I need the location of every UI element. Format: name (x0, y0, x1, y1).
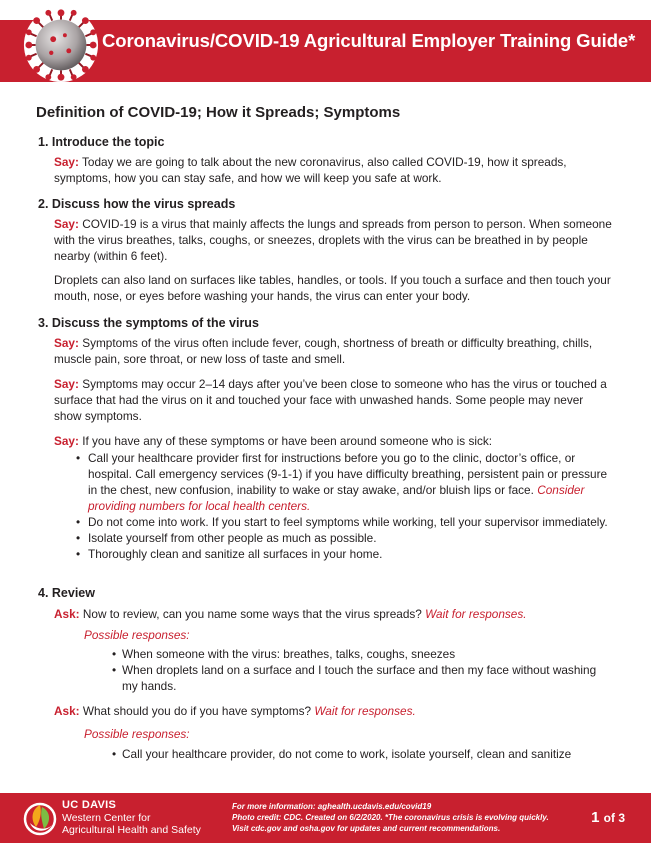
section-3-paragraph-3 (54, 433, 614, 449)
list-item: • When droplets land on a surface and I touch the surface and then my face without washing my hands. (112, 662, 602, 694)
footer-bar (0, 793, 651, 843)
list-item: • When someone with the virus: breathes, talks, coughs, sneezes (112, 646, 602, 662)
document-title: Definition of COVID-19; How it Spreads; Symptoms (36, 104, 401, 121)
say-label: Say: (54, 217, 79, 231)
ask-label: Ask: (54, 607, 80, 621)
say-label: Say: (54, 434, 79, 448)
list-item: • Do not come into work. If you start to feel symptoms while working, tell your supervisor immediately. (76, 514, 616, 530)
section-2-paragraph (54, 216, 614, 264)
responses-list (112, 746, 602, 762)
center-name-line-2: Agricultural Health and Safety (62, 824, 201, 836)
section-1-heading: 1. Introduce the topic (38, 135, 165, 149)
section-2-heading: 2. Discuss how the virus spreads (38, 197, 236, 211)
uc-davis-label: UC DAVIS (62, 799, 117, 811)
footer-info-line-1: For more information: aghealth.ucdavis.edu/covid19 (232, 802, 432, 811)
section-1-paragraph (54, 154, 614, 186)
review-question-1 (54, 606, 614, 622)
section-3-paragraph-1 (54, 335, 614, 367)
question-text: Now to review, can you name some ways that the virus spreads? (82, 607, 422, 621)
page-total: of 3 (603, 811, 625, 825)
center-name (62, 812, 201, 836)
possible-responses-label: Possible responses: (84, 628, 190, 642)
say-label: Say: (54, 336, 79, 350)
question-text: What should you do if you have symptoms? (82, 704, 312, 718)
list-item: • Isolate yourself from other people as much as possible. (76, 530, 616, 546)
wait-note: Wait for responses. (425, 607, 527, 621)
header-title: Coronavirus/COVID-19 Agricultural Employer Training Guide* (102, 30, 636, 51)
footer-info (232, 801, 572, 834)
ask-label: Ask: (54, 704, 80, 718)
footer-info-line-3: Visit cdc.gov and osha.gov for updates and current recommendations. (232, 824, 501, 833)
say-label: Say: (54, 155, 79, 169)
coronavirus-icon (22, 6, 100, 84)
possible-responses-label: Possible responses: (84, 727, 190, 741)
review-question-2 (54, 703, 614, 719)
section-1-text: Today we are going to talk about the new coronavirus, also called COVID-19, how it spreads, symptoms, how you can stay safe, and how we will keep you safe at work. (54, 155, 567, 185)
section-3-heading: 3. Discuss the symptoms of the virus (38, 316, 259, 330)
say-label: Say: (54, 377, 79, 391)
list-item-text: Call your healthcare provider first for instructions before you go to the clinic, doctor’s office, or hospital. Call emergency services (9-1-1) if you have difficulty breathing, persistent pain or pressure in the chest, new confusion, inability to wake or stay awake, and/or bluish lips or face. (88, 451, 608, 497)
list-item (76, 450, 616, 514)
list-item: • Call your healthcare provider, do not come to work, isolate yourself, clean and sanitize (112, 746, 602, 762)
wait-note: Wait for responses. (314, 704, 416, 718)
responses-list (112, 646, 602, 694)
footer-info-line-2: Photo credit: CDC. Created on 6/2/2020. *The coronavirus crisis is evolving quickly. (232, 813, 549, 822)
section-2-text: COVID-19 is a virus that mainly affects the lungs and spreads from person to person. When someone with the virus breathes, talks, coughs, or sneezes, droplets with the virus can be breathed in by people nearby (within 6 feet). (54, 217, 612, 263)
center-name-line-1: Western Center for (62, 812, 151, 824)
page-number (591, 809, 625, 826)
section-4-heading: 4. Review (38, 586, 95, 600)
list-item: • Thoroughly clean and sanitize all surfaces in your home. (76, 546, 616, 562)
list-item-note: Consider providing numbers for local health centers. (88, 483, 585, 513)
section-3-text-1: Symptoms of the virus often include fever, cough, shortness of breath or difficulty breathing, chills, muscle pain, sore throat, or new loss of taste and smell. (54, 336, 593, 366)
section-3-text-3: If you have any of these symptoms or have been around someone who is sick: (82, 434, 493, 448)
wcahs-logo-icon (22, 799, 58, 837)
symptom-actions-list (76, 450, 616, 562)
section-3-paragraph-2 (54, 376, 614, 424)
page-current: 1 (591, 809, 600, 826)
section-2-paragraph-2: Droplets can also land on surfaces like tables, handles, or tools. If you touch a surface and then touch your mouth, nose, or eyes before washing your hands, the virus can enter your body. (54, 273, 611, 303)
section-3-text-2: Symptoms may occur 2–14 days after you’ve been close to someone who has the virus or touched a surface that had the virus on it and touched your face with unwashed hands. Some people may never show symptoms. (54, 377, 607, 423)
